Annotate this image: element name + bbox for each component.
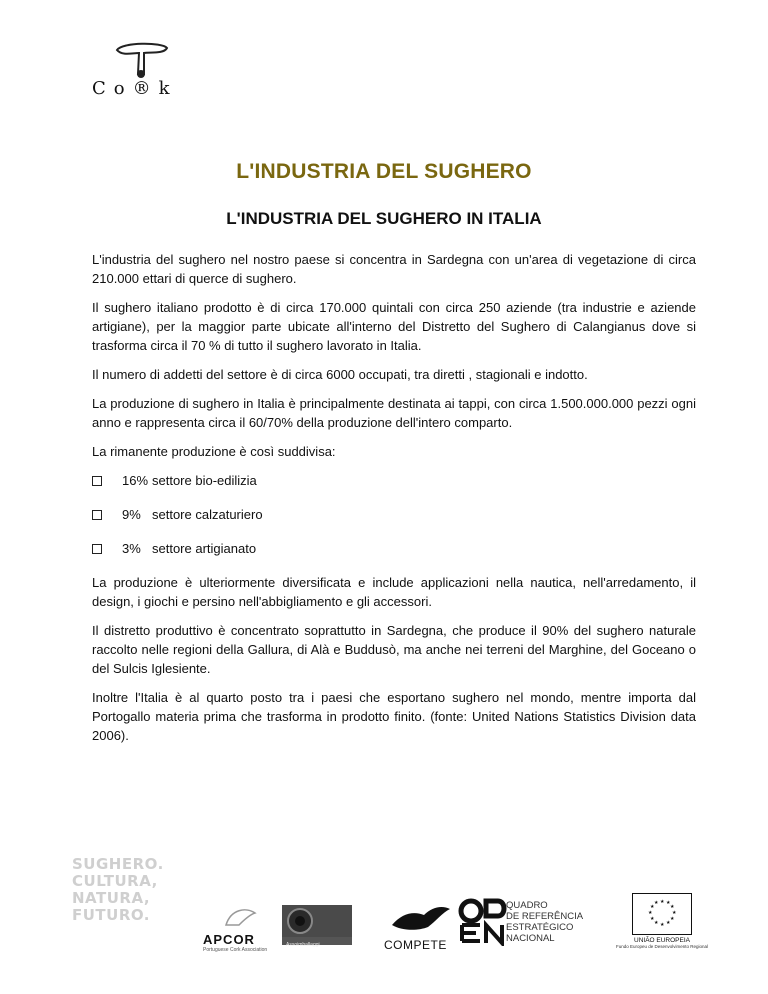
qren-mark-icon: [458, 898, 510, 946]
paragraph: La rimanente produzione è così suddivisa:: [92, 444, 336, 459]
paragraph: Il distretto produttivo è concentrato soprattutto in Sardegna, che produce il 90% del sughero naturale raccolto nelle regioni della Gallura, di Alà e Buddusò, ma anche nei terreni del Marghine, del Goceano o del Sulcis Iglesiente.: [92, 623, 696, 676]
eye-icon: [282, 905, 352, 937]
list-item: [92, 539, 696, 558]
qren-text: [506, 900, 583, 944]
apcor-logo: [203, 905, 273, 953]
tree-icon: [92, 40, 202, 80]
svg-text:★: ★: [672, 910, 677, 916]
slogan: [72, 856, 182, 924]
bullet-label: settore bio-edilizia: [152, 473, 257, 488]
assoimballaggi-logo: [282, 905, 352, 948]
paragraph: Inoltre l'Italia è al quarto posto tra i paesi che esportano sughero nel mondo, mentre importa dal Portogallo materia prima che trasforma in prodotto finito. (fonte: United Nations Statistics Division data 2006).: [92, 690, 696, 743]
paragraph: L'industria del sughero nel nostro paese si concentra in Sardegna con un'area di vegetazione di circa 210.000 ettari di querce di sughero.: [92, 252, 696, 286]
qren-line: DE REFERÊNCIA: [506, 911, 584, 922]
svg-text:★: ★: [660, 899, 665, 905]
svg-text:★: ★: [650, 904, 655, 910]
bullet-box-icon: [92, 476, 102, 486]
svg-text:★: ★: [666, 920, 671, 926]
compete-logo: [384, 903, 454, 952]
bullet-label: settore calzaturiero: [152, 507, 263, 522]
document-body: [92, 250, 696, 755]
slogan-line: SUGHERO.: [72, 855, 164, 873]
svg-text:★: ★: [666, 900, 671, 906]
svg-text:★: ★: [648, 910, 653, 916]
bullet-percent: 16%: [122, 473, 149, 488]
bullet-label: settore artigianato: [152, 541, 257, 556]
svg-text:★: ★: [654, 920, 659, 926]
eu-logo: [608, 893, 716, 949]
svg-text:★: ★: [654, 900, 659, 906]
svg-text:★: ★: [670, 904, 675, 910]
section-heading: L'INDUSTRIA DEL SUGHERO IN ITALIA: [226, 209, 542, 228]
qren-line: NACIONAL: [506, 933, 555, 944]
svg-text:★: ★: [660, 922, 665, 928]
bullet-percent: 3%: [122, 541, 141, 556]
svg-text:★: ★: [670, 916, 675, 922]
svg-text:★: ★: [650, 916, 655, 922]
apcor-subtitle: Portuguese Cork Association: [203, 947, 268, 953]
eu-title: UNIÃO EUROPEIA: [634, 937, 690, 944]
slogan-line: CULTURA,: [72, 872, 158, 890]
paragraph: Il numero di addetti del settore è di circa 6000 occupati, tra diretti , stagionali e indotto.: [92, 367, 588, 382]
assoimballaggi-name: Assoimballaggi: [286, 942, 320, 948]
eu-flag-icon: [632, 893, 692, 935]
qren-line: ESTRATÉGICO: [506, 922, 574, 933]
slogan-line: NATURA,: [72, 889, 151, 907]
logo-wordmark: Co®k: [92, 78, 178, 99]
bullet-box-icon: [92, 544, 102, 554]
bullet-box-icon: [92, 510, 102, 520]
paragraph: La produzione di sughero in Italia è principalmente destinata ai tappi, con circa 1.500.000.000 pezzi ogni anno e rappresenta circa il 60/70% della produzione dell'intero comparto.: [92, 396, 696, 430]
eu-subtitle: Fundo Europeu de Desenvolvimento Regional: [615, 944, 709, 949]
compete-name: COMPETE: [384, 938, 447, 952]
cork-leaf-icon: [221, 905, 261, 927]
bullet-percent: 9%: [122, 507, 141, 522]
bird-icon: [384, 903, 454, 933]
slogan-line: FUTURO.: [72, 906, 151, 924]
list-item: [92, 471, 696, 490]
paragraph: La produzione è ulteriormente diversificata e include applicazioni nella nautica, nell'arredamento, il design, i giochi e persino nell'abbigliamento e gli accessori.: [92, 575, 696, 609]
paragraph: Il sughero italiano prodotto è di circa 170.000 quintali con circa 250 aziende (tra industrie e aziende artigiane), per la maggior parte ubicate all'interno del Distretto del Sughero di Calangianus dove si trasforma circa il 70 % di tutto il sughero lavorato in Italia.: [92, 300, 696, 353]
cork-logo: [92, 40, 202, 112]
page-title: L'INDUSTRIA DEL SUGHERO: [236, 160, 532, 183]
apcor-name: APCOR: [203, 932, 255, 947]
list-item: [92, 505, 696, 524]
qren-line: QUADRO: [506, 900, 548, 911]
